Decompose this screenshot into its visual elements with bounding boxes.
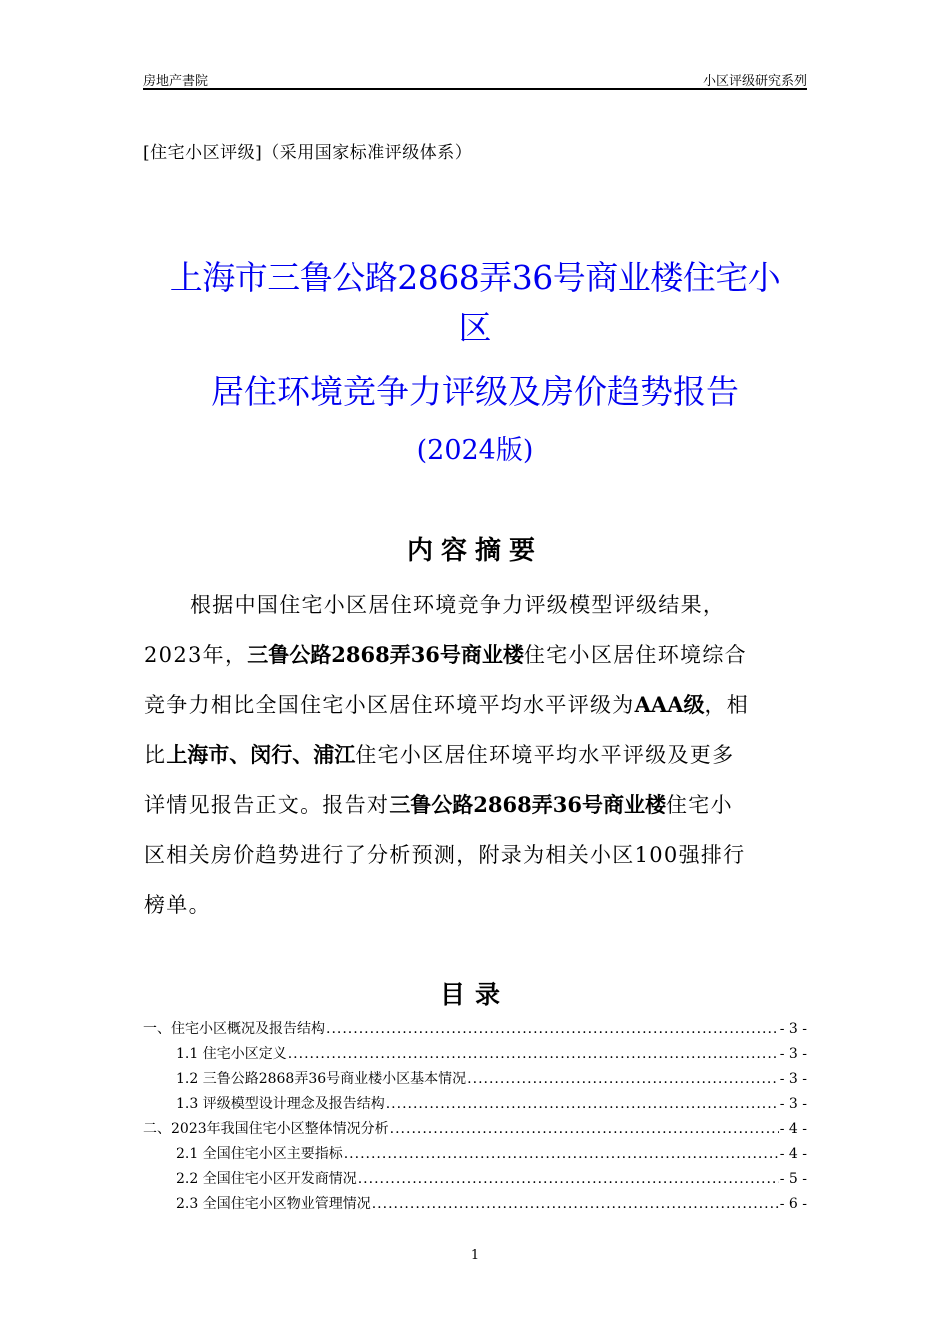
abstract-emphasis: 上海市、闵行、浦江 [166, 742, 356, 767]
toc-entry[interactable] [143, 1142, 807, 1167]
report-title-line2: 区 [458, 308, 492, 347]
toc-entry-label[interactable]: 二、2023年我国住宅小区整体情况分析 [143, 1121, 389, 1137]
toc-entry[interactable] [143, 1017, 807, 1042]
abstract-line [144, 580, 808, 630]
toc-entry-label[interactable]: 1.3 评级模型设计理念及报告结构 [176, 1096, 385, 1112]
abstract-body [144, 580, 808, 930]
toc-entry-label[interactable]: 1.2 三鲁公路2868弄36号商业楼小区基本情况 [176, 1071, 467, 1087]
toc-entry[interactable] [143, 1042, 807, 1067]
toc-entry-label[interactable]: 2.1 全国住宅小区主要指标 [176, 1146, 343, 1162]
abstract-text: 区相关房价趋势进行了分析预测，附录为相关小区100强排行 [144, 843, 746, 867]
toc-entry-page[interactable]: - 3 - [779, 1046, 807, 1062]
report-title-line1: 上海市三鲁公路2868弄36号商业楼住宅小 [169, 258, 781, 297]
abstract-text: 竞争力相比全国住宅小区居住环境平均水平评级为 [144, 693, 635, 717]
toc-entry-page[interactable]: - 6 - [779, 1196, 807, 1212]
abstract-heading: 内容摘要 [406, 536, 543, 566]
page-number: 1 [470, 1248, 480, 1263]
abstract-line [144, 630, 808, 680]
abstract-text: 住宅小区居住环境综合 [523, 643, 747, 667]
toc-entry-page[interactable]: - 3 - [779, 1096, 807, 1112]
toc-leader-dots [288, 1042, 779, 1067]
abstract-text: 详情见报告正文。报告对 [144, 793, 390, 817]
category-line: [住宅小区评级]（采用国家标准评级体系） [143, 143, 473, 163]
header-series: 小区评级研究系列 [702, 74, 807, 89]
toc-entry-label[interactable]: 1.1 住宅小区定义 [176, 1046, 287, 1062]
abstract-text: 根据中国住宅小区居住环境竞争力评级模型评级结果， [190, 593, 726, 617]
page-header [143, 68, 807, 90]
toc-leader-dots [358, 1167, 779, 1192]
toc-leader-dots [326, 1017, 779, 1042]
abstract-line [144, 830, 808, 880]
abstract-text: 榜单。 [144, 893, 211, 917]
header-divider [143, 88, 807, 90]
abstract-line [144, 730, 808, 780]
header-publisher: 房地产書院 [143, 74, 209, 89]
toc-entry[interactable] [143, 1192, 807, 1217]
toc-entry-label[interactable]: 2.2 全国住宅小区开发商情况 [176, 1171, 357, 1187]
toc-entry[interactable] [143, 1067, 807, 1092]
toc-entry-page[interactable]: - 5 - [779, 1171, 807, 1187]
toc-entry-page[interactable]: - 3 - [779, 1071, 807, 1087]
toc-leader-dots [390, 1117, 779, 1142]
abstract-emphasis: AAA级 [634, 692, 705, 717]
abstract-text: 住宅小区居住环境平均水平评级及更多 [355, 743, 735, 767]
abstract-line [144, 780, 808, 830]
abstract-text: 比 [144, 743, 167, 767]
report-edition: (2024版) [416, 435, 534, 466]
toc-entry-label[interactable]: 2.3 全国住宅小区物业管理情况 [176, 1196, 371, 1212]
abstract-line [144, 880, 808, 930]
toc-entry-label[interactable]: 一、住宅小区概况及报告结构 [143, 1021, 325, 1037]
abstract-text: 住宅小 [665, 793, 733, 817]
toc-heading: 目录 [439, 980, 510, 1009]
table-of-contents [143, 1017, 807, 1217]
toc-entry[interactable] [143, 1092, 807, 1117]
toc-entry-page[interactable]: - 3 - [779, 1021, 807, 1037]
abstract-text: ，相 [704, 693, 750, 717]
abstract-emphasis: 三鲁公路2868弄36号商业楼 [247, 642, 524, 667]
toc-entry-page[interactable]: - 4 - [779, 1146, 807, 1162]
toc-entry[interactable] [143, 1117, 807, 1142]
toc-leader-dots [344, 1142, 779, 1167]
abstract-line [144, 680, 808, 730]
toc-leader-dots [372, 1192, 779, 1217]
toc-leader-dots [386, 1092, 779, 1117]
toc-entry-page[interactable]: - 4 - [779, 1121, 807, 1137]
toc-entry[interactable] [143, 1167, 807, 1192]
report-title-line3: 居住环境竞争力评级及房价趋势报告 [211, 372, 739, 411]
toc-leader-dots [467, 1067, 779, 1092]
abstract-text: 2023年， [144, 643, 248, 667]
abstract-emphasis: 三鲁公路2868弄36号商业楼 [389, 792, 666, 817]
